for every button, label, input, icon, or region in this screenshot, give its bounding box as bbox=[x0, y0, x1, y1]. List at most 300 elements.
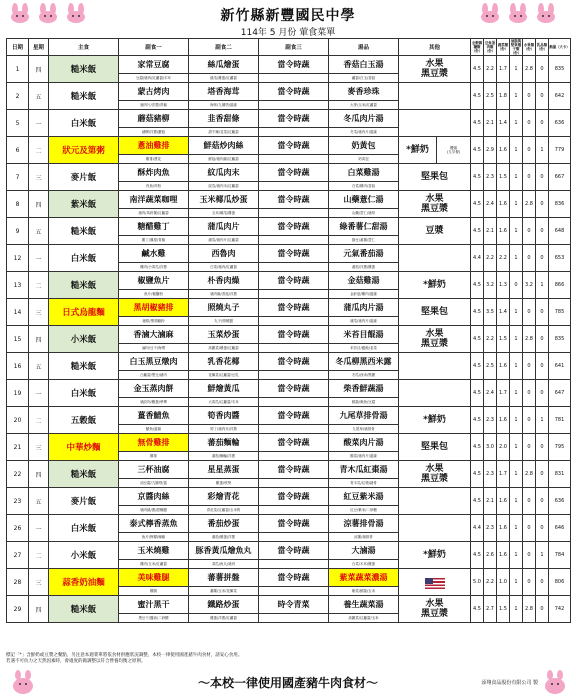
table-row bbox=[7, 164, 571, 182]
side1-cell: 糖醋雞丁 bbox=[119, 218, 189, 236]
side2-cell: 彩燴青花 bbox=[189, 488, 259, 506]
side3-cell: 當令時蔬 bbox=[259, 353, 329, 371]
nutrient-value: 1.5 bbox=[497, 596, 510, 623]
nutrient-value: 641 bbox=[549, 353, 571, 380]
soup-ingredients: 山藥/薏仁/豬骨 bbox=[329, 209, 399, 218]
nutrient-value: 4.5 bbox=[471, 407, 484, 434]
soup-cell: 養生蔬菜湯 bbox=[329, 596, 399, 614]
soup-cell: 冬瓜柳黑西米露 bbox=[329, 353, 399, 371]
weekday-cell: 二 bbox=[29, 542, 49, 569]
nutrient-value: 1.0 bbox=[497, 569, 510, 596]
side1-ingredients: 雞排 bbox=[119, 452, 189, 461]
soup-cell: 麥香珍珠 bbox=[329, 83, 399, 101]
table-header-row bbox=[7, 39, 571, 56]
table-row bbox=[7, 596, 571, 614]
nutrient-value: 667 bbox=[549, 164, 571, 191]
nutrient-value: 1 bbox=[510, 569, 523, 596]
nutrient-value: 835 bbox=[549, 326, 571, 353]
nutrient-value: 4.5 bbox=[471, 191, 484, 218]
soup-ingredients: 酸菜/豬肉片/薑絲 bbox=[329, 452, 399, 461]
side2-ingredients: 花椰菜/紅蘿蔔/豆乳 bbox=[189, 371, 259, 380]
weekday-cell: 四 bbox=[29, 326, 49, 353]
nutrient-value: 836 bbox=[549, 191, 571, 218]
nutrient-value: 2.3 bbox=[484, 461, 497, 488]
side3-ingredients bbox=[259, 290, 329, 299]
soup-ingredients: 白菜/雞肉/香菇 bbox=[329, 182, 399, 191]
nutrient-value: 1 bbox=[510, 353, 523, 380]
table-row bbox=[7, 542, 571, 560]
side2-cell: 鮮菇炒肉絲 bbox=[189, 137, 259, 155]
side2-ingredients: 丸子/照燒醬 bbox=[189, 317, 259, 326]
side2-cell: 番茄炒蛋 bbox=[189, 515, 259, 533]
nutrient-value: 795 bbox=[549, 434, 571, 461]
side2-cell: 韭香甜條 bbox=[189, 110, 259, 128]
side2-cell: 照燒丸子 bbox=[189, 299, 259, 317]
side3-ingredients bbox=[259, 263, 329, 272]
soup-cell: 九尾草排骨湯 bbox=[329, 407, 399, 425]
side1-ingredients: 油豆腐/九層塔/薑 bbox=[119, 479, 189, 488]
side3-cell: 當令時蔬 bbox=[259, 137, 329, 155]
soup-cell: 紫菜蔬菜濃湯 bbox=[329, 569, 399, 587]
nutrient-value: 2.4 bbox=[484, 191, 497, 218]
side1-ingredients: 雞腿 bbox=[119, 587, 189, 596]
pig-icon-right bbox=[542, 670, 568, 696]
side3-ingredients bbox=[259, 479, 329, 488]
nutrient-value: 0 bbox=[536, 596, 549, 623]
date-cell: 27 bbox=[7, 542, 29, 569]
date-cell: 22 bbox=[7, 461, 29, 488]
table-row bbox=[7, 569, 571, 587]
side3-ingredients bbox=[259, 128, 329, 137]
nutrient-value: 0 bbox=[523, 434, 536, 461]
menu-table bbox=[6, 38, 571, 623]
side2-ingredients: 雞蛋/秋葵 bbox=[189, 479, 259, 488]
nutrient-value: 2.8 bbox=[523, 326, 536, 353]
nutrient-value: 0 bbox=[523, 515, 536, 542]
side1-cell: 金玉蒸肉餅 bbox=[119, 380, 189, 398]
other-cell bbox=[399, 353, 471, 380]
nutrient-value: 4.5 bbox=[471, 461, 484, 488]
side3-cell: 當令時蔬 bbox=[259, 488, 329, 506]
side1-cell: 玉米燒雞 bbox=[119, 542, 189, 560]
footer-note-2: 若遇不可抗力之天然因素時，會適度的做調整以符合營養均衡之原則。 bbox=[6, 659, 146, 664]
nutrient-value: 0 bbox=[536, 461, 549, 488]
soup-cell: 綠番薯仁甜湯 bbox=[329, 218, 399, 236]
nutrient-value: 4.5 bbox=[471, 353, 484, 380]
nutrient-value: 4.4 bbox=[471, 245, 484, 272]
nutrient-value: 0 bbox=[536, 515, 549, 542]
side1-ingredients: 滷肉/豆干/海帶 bbox=[119, 344, 189, 353]
staple-cell: 白米飯 bbox=[49, 245, 119, 272]
soup-cell: 白菜雞湯 bbox=[329, 164, 399, 182]
side3-ingredients bbox=[259, 182, 329, 191]
nutrient-value: 1.8 bbox=[497, 83, 510, 110]
side3-ingredients bbox=[259, 506, 329, 515]
nutrient-value: 3.2 bbox=[523, 272, 536, 299]
weekday-cell: 四 bbox=[29, 596, 49, 623]
weekday-cell: 二 bbox=[29, 272, 49, 299]
side2-ingredients: 白菜/豬肉/紅蘿蔔 bbox=[189, 263, 259, 272]
side1-ingredients: 白蘿蔔/黑豆/豬肉 bbox=[119, 371, 189, 380]
weekday-cell: 三 bbox=[29, 164, 49, 191]
nutrient-value: 1 bbox=[510, 191, 523, 218]
header-oil: 油脂與堅果種子類（份） bbox=[510, 39, 522, 55]
soup-cell: 奶黃包 bbox=[329, 137, 399, 155]
nutrient-value: 2.4 bbox=[484, 380, 497, 407]
nutrient-value: 1 bbox=[510, 407, 523, 434]
nutrient-value: 2.2 bbox=[484, 569, 497, 596]
nutrient-value: 2.3 bbox=[484, 164, 497, 191]
side1-ingredients: 豬柳/洋蔥/蘑菇 bbox=[119, 128, 189, 137]
nutrient-value: 1.6 bbox=[497, 515, 510, 542]
nutrient-value: 2.2 bbox=[484, 245, 497, 272]
nutrient-value: 4.5 bbox=[471, 326, 484, 353]
side1-cell: 泰式檸香蒸魚 bbox=[119, 515, 189, 533]
side2-ingredients: 絲瓜/雞蛋/紅蘿蔔 bbox=[189, 74, 259, 83]
side2-cell: 紋瓜肉末 bbox=[189, 164, 259, 182]
nutrient-value: 831 bbox=[549, 461, 571, 488]
side2-ingredients: 海茸/九層塔/薑絲 bbox=[189, 101, 259, 110]
weekday-cell: 一 bbox=[29, 380, 49, 407]
table-row bbox=[7, 56, 571, 74]
side1-ingredients: 雞丁/鳳梨/青椒 bbox=[119, 236, 189, 245]
nutrient-value: 1.5 bbox=[497, 326, 510, 353]
nutrient-value: 1.5 bbox=[497, 164, 510, 191]
nutrient-value: 785 bbox=[549, 299, 571, 326]
nutrient-value: 2.1 bbox=[484, 218, 497, 245]
nutrient-value: 1.6 bbox=[497, 353, 510, 380]
date-cell: 14 bbox=[7, 299, 29, 326]
soup-cell: 元氣番茄湯 bbox=[329, 245, 399, 263]
header-side3: 副食三 bbox=[259, 39, 329, 56]
nutrient-value: 1 bbox=[510, 326, 523, 353]
side2-ingredients: 黃瓜/魚丸/豬肉 bbox=[189, 560, 259, 569]
side3-cell: 當令時蔬 bbox=[259, 542, 329, 560]
side2-ingredients: 豬肉燥/香菇/洋蔥 bbox=[189, 290, 259, 299]
staple-cell: 糙米飯 bbox=[49, 461, 119, 488]
weekday-cell: 四 bbox=[29, 56, 49, 83]
side2-ingredients: 甜不辣/韭菜/紅蘿蔔 bbox=[189, 128, 259, 137]
footer-note-1: 標記「*」含鮮奶或豆漿之餐點，另注意本週菜單將依食材供應狀況調整，本校一律使用國產豬牛肉食材，請安心食用。 bbox=[6, 653, 243, 658]
nutrient-value: 1.7 bbox=[497, 56, 510, 83]
header-grains: 全榖雜糧類（份） bbox=[471, 39, 484, 56]
side1-ingredients: 魚片/檸檬/辣椒 bbox=[119, 533, 189, 542]
nutrient-value: 0 bbox=[523, 353, 536, 380]
side3-cell: 當令時蔬 bbox=[259, 299, 329, 317]
soup-cell: 酸菜肉片湯 bbox=[329, 434, 399, 452]
side1-ingredients: 豬絞肉/雞蛋/荸薺 bbox=[119, 398, 189, 407]
side3-cell: 當令時蔬 bbox=[259, 515, 329, 533]
staple-cell: 蒜香奶油麵 bbox=[49, 569, 119, 596]
nutrient-value: 0 bbox=[523, 218, 536, 245]
nutrient-value: 0 bbox=[523, 164, 536, 191]
nutrient-value: 1.6 bbox=[497, 407, 510, 434]
table-row bbox=[7, 245, 571, 263]
side2-ingredients: 鮮菇/豬肉絲/紅蘿蔔 bbox=[189, 155, 259, 164]
date-cell: 9 bbox=[7, 218, 29, 245]
nutrient-value: 779 bbox=[549, 137, 571, 164]
side1-cell: 蜜汁黑干 bbox=[119, 596, 189, 614]
table-row bbox=[7, 407, 571, 425]
weekday-cell: 五 bbox=[29, 488, 49, 515]
staple-cell: 白米飯 bbox=[49, 515, 119, 542]
side1-ingredients: 肉魚/炸粉 bbox=[119, 182, 189, 191]
other-cell: 水果 黑豆漿 bbox=[399, 191, 471, 218]
nutrient-value: 0 bbox=[523, 542, 536, 569]
side1-cell: 美味雞腿 bbox=[119, 569, 189, 587]
nutrient-value: 0 bbox=[536, 110, 549, 137]
nutrient-value: 1 bbox=[536, 137, 549, 164]
side2-cell: 蕃茄麵輪 bbox=[189, 434, 259, 452]
table-row bbox=[7, 218, 571, 236]
side2-cell: 西魯肉 bbox=[189, 245, 259, 263]
nutrient-value: 0 bbox=[536, 434, 549, 461]
nutrient-value: 0 bbox=[523, 137, 536, 164]
nutrient-value: 2.3 bbox=[484, 515, 497, 542]
nutrient-value: 0 bbox=[536, 56, 549, 83]
menu-body bbox=[7, 56, 571, 623]
side2-ingredients: 玉米/椰瓜/雞蛋 bbox=[189, 209, 259, 218]
nutrient-value: 0 bbox=[536, 299, 549, 326]
side3-ingredients bbox=[259, 317, 329, 326]
other-cell: *鮮奶 bbox=[399, 407, 471, 434]
table-row bbox=[7, 380, 571, 398]
nutrient-value: 642 bbox=[549, 83, 571, 110]
side1-ingredients: 魚片/椒鹽粉 bbox=[119, 290, 189, 299]
weekday-cell: 三 bbox=[29, 299, 49, 326]
side3-ingredients bbox=[259, 155, 329, 164]
side1-cell: 白玉黑豆燉肉 bbox=[119, 353, 189, 371]
header-side2: 副食二 bbox=[189, 39, 259, 56]
other-cell: 豆漿 bbox=[399, 218, 471, 245]
nutrient-value: 806 bbox=[549, 569, 571, 596]
nutrient-value: 0 bbox=[523, 488, 536, 515]
nutrient-value: 0 bbox=[523, 83, 536, 110]
staple-cell: 小米飯 bbox=[49, 326, 119, 353]
nutrient-value: 2.5 bbox=[484, 83, 497, 110]
nutrient-value: 0 bbox=[523, 245, 536, 272]
side3-cell: 當令時蔬 bbox=[259, 218, 329, 236]
header-staple: 主食 bbox=[49, 39, 119, 56]
other-cell: 堅果包 bbox=[399, 299, 471, 326]
nutrient-value: 784 bbox=[549, 542, 571, 569]
nutrient-value: 1 bbox=[510, 245, 523, 272]
table-row bbox=[7, 353, 571, 371]
date-cell: 28 bbox=[7, 569, 29, 596]
soup-ingredients: 紫菜/鮮蔬/玉米 bbox=[329, 587, 399, 596]
header-dairy: 乳品類（份） bbox=[536, 39, 549, 56]
soup-ingredients: 九尾草/豬排骨 bbox=[329, 425, 399, 434]
nutrient-value: 1 bbox=[510, 380, 523, 407]
soup-cell: 香菇白玉湯 bbox=[329, 56, 399, 74]
soup-ingredients: 鮮蔬/柴魚/豆腐 bbox=[329, 398, 399, 407]
side2-cell: 朴香肉燥 bbox=[189, 272, 259, 290]
side3-ingredients bbox=[259, 74, 329, 83]
nutrient-value: 2.7 bbox=[484, 596, 497, 623]
nutrient-value: 1.6 bbox=[497, 137, 510, 164]
nutrient-value: 0 bbox=[536, 326, 549, 353]
other-extra-cell: 饅頭 (九早餐) bbox=[437, 137, 471, 164]
nutrient-value: 4.5 bbox=[471, 218, 484, 245]
soup-ingredients: 冬瓜/西米/黑糖 bbox=[329, 371, 399, 380]
nutrient-value: 0 bbox=[523, 569, 536, 596]
nutrient-value: 2.0 bbox=[497, 434, 510, 461]
header-vegetable: 蔬菜類（份） bbox=[497, 39, 510, 56]
nutrient-value: 2.1 bbox=[484, 110, 497, 137]
table-row bbox=[7, 515, 571, 533]
date-cell: 1 bbox=[7, 56, 29, 83]
weekday-cell: 五 bbox=[29, 83, 49, 110]
nutrient-value: 2.1 bbox=[484, 488, 497, 515]
nutrient-value: 1.3 bbox=[497, 272, 510, 299]
side3-cell: 當令時蔬 bbox=[259, 380, 329, 398]
soup-cell: 青木瓜紅棗湯 bbox=[329, 461, 399, 479]
nutrient-value: 4.5 bbox=[471, 164, 484, 191]
side2-ingredients: 紋瓜/豬肉末/紅蘿蔔 bbox=[189, 182, 259, 191]
soup-ingredients: 大麥/玉米/紅蘿蔔 bbox=[329, 101, 399, 110]
soup-cell: 冬瓜肉片湯 bbox=[329, 110, 399, 128]
nutrient-value: 781 bbox=[549, 407, 571, 434]
nutrient-value: 1.6 bbox=[497, 191, 510, 218]
side1-ingredients: 雞肉/小黃瓜/洋蔥 bbox=[119, 263, 189, 272]
soup-cell: 紅豆紫米湯 bbox=[329, 488, 399, 506]
nutrient-value: 0 bbox=[536, 191, 549, 218]
side3-cell: 時令青菜 bbox=[259, 596, 329, 614]
nutrient-value: 0 bbox=[536, 569, 549, 596]
table-row bbox=[7, 299, 571, 317]
staple-cell: 中華炒麵 bbox=[49, 434, 119, 461]
date-cell: 29 bbox=[7, 596, 29, 623]
other-cell: 堅果包 bbox=[399, 164, 471, 191]
other-cell: *鮮奶 bbox=[399, 542, 471, 569]
header-fruit: 水果類（份） bbox=[523, 39, 536, 56]
header-soup: 湯品 bbox=[329, 39, 399, 56]
side3-cell: 當令時蔬 bbox=[259, 272, 329, 290]
side2-cell: 乳香花椰 bbox=[189, 353, 259, 371]
other-cell: 水果 黑豆漿 bbox=[399, 56, 471, 83]
nutrient-value: 1 bbox=[510, 461, 523, 488]
other-cell bbox=[399, 380, 471, 407]
nutrient-value: 0 bbox=[536, 218, 549, 245]
nutrient-value: 1.6 bbox=[497, 218, 510, 245]
side3-cell: 當令時蔬 bbox=[259, 569, 329, 587]
staple-cell: 糙米飯 bbox=[49, 218, 119, 245]
side1-ingredients: 豆腐/豬肉/紅蘿蔔/木耳 bbox=[119, 74, 189, 83]
nutrient-value: 1 bbox=[510, 137, 523, 164]
soup-cell: 蒲瓜肉片湯 bbox=[329, 299, 399, 317]
staple-cell: 白米飯 bbox=[49, 380, 119, 407]
header-side1: 副食一 bbox=[119, 39, 189, 56]
staple-cell: 小米飯 bbox=[49, 542, 119, 569]
date-cell: 15 bbox=[7, 326, 29, 353]
side3-cell: 當令時蔬 bbox=[259, 245, 329, 263]
side2-cell: 鮮燴黃瓜 bbox=[189, 380, 259, 398]
date-cell: 23 bbox=[7, 488, 29, 515]
soup-ingredients: 涼薯/豬排骨 bbox=[329, 533, 399, 542]
table-row bbox=[7, 83, 571, 101]
side1-ingredients: 雞肉/玉米/紅蘿蔔 bbox=[119, 560, 189, 569]
staple-cell: 麥片飯 bbox=[49, 164, 119, 191]
side1-cell: 三杯油腐 bbox=[119, 461, 189, 479]
side2-cell: 豚香黃瓜燴魚丸 bbox=[189, 542, 259, 560]
side2-cell: 筍香肉醬 bbox=[189, 407, 259, 425]
nutrient-value: 2.2 bbox=[484, 56, 497, 83]
nutrient-value: 2.2 bbox=[497, 245, 510, 272]
date-cell: 20 bbox=[7, 407, 29, 434]
side3-ingredients bbox=[259, 533, 329, 542]
soup-cell: 金菇雞湯 bbox=[329, 272, 399, 290]
nutrient-value: 0 bbox=[523, 407, 536, 434]
side2-ingredients: 蕃薯/玉米/花椰菜 bbox=[189, 587, 259, 596]
other-cell: *鮮奶 bbox=[399, 272, 471, 299]
nutrient-value: 0 bbox=[536, 353, 549, 380]
nutrient-value: 835 bbox=[549, 56, 571, 83]
nutrient-value: 1.7 bbox=[497, 380, 510, 407]
soup-ingredients: 米苔目/餛飩/韭菜 bbox=[329, 344, 399, 353]
side2-ingredients: 青花菜/紅蘿蔔/玉米筍 bbox=[189, 506, 259, 515]
side1-cell: 蔥油雞排 bbox=[119, 137, 189, 155]
nutrient-value: 0 bbox=[523, 299, 536, 326]
weekday-cell: 一 bbox=[29, 245, 49, 272]
nutrient-value: 2.8 bbox=[523, 56, 536, 83]
nutrient-value: 4.5 bbox=[471, 83, 484, 110]
nutrient-value: 0 bbox=[523, 380, 536, 407]
nutrient-value: 0 bbox=[510, 272, 523, 299]
side1-cell: 家常豆腐 bbox=[119, 56, 189, 74]
nutrient-value: 1 bbox=[536, 272, 549, 299]
nutrient-value: 3.0 bbox=[484, 434, 497, 461]
nutrient-value: 4.5 bbox=[471, 488, 484, 515]
side1-ingredients: 豬排/黑胡椒粉 bbox=[119, 317, 189, 326]
side2-cell: 蒲瓜肉片 bbox=[189, 218, 259, 236]
nutrient-value: 0 bbox=[536, 83, 549, 110]
nutrient-value: 5.0 bbox=[471, 569, 484, 596]
nutrient-value: 646 bbox=[549, 515, 571, 542]
date-cell: 8 bbox=[7, 191, 29, 218]
side1-cell: 薑香鯖魚 bbox=[119, 407, 189, 425]
table-row bbox=[7, 110, 571, 128]
nutrient-value: 653 bbox=[549, 245, 571, 272]
side2-ingredients: 大黃瓜/紅蘿蔔/木耳 bbox=[189, 398, 259, 407]
side2-ingredients: 筍丁/豬肉末/洋蔥 bbox=[189, 425, 259, 434]
side3-ingredients bbox=[259, 398, 329, 407]
nutrient-value: 648 bbox=[549, 218, 571, 245]
other-cell bbox=[399, 83, 471, 110]
side3-cell: 當令時蔬 bbox=[259, 407, 329, 425]
side3-cell: 當令時蔬 bbox=[259, 326, 329, 344]
side3-ingredients bbox=[259, 452, 329, 461]
nutrient-value: 636 bbox=[549, 110, 571, 137]
side1-ingredients: 豬肉片/洋蔥/青椒 bbox=[119, 101, 189, 110]
nutrient-value: 1.4 bbox=[497, 110, 510, 137]
soup-cell: 山藥薏仁湯 bbox=[329, 191, 399, 209]
nutrient-value: 1.6 bbox=[497, 488, 510, 515]
nutrient-value: 0 bbox=[536, 488, 549, 515]
soup-ingredients: 蒲瓜/豬肉片/薑絲 bbox=[329, 317, 399, 326]
other-cell bbox=[399, 110, 471, 137]
side3-cell: 當令時蔬 bbox=[259, 191, 329, 209]
side3-cell: 當令時蔬 bbox=[259, 83, 329, 101]
nutrient-value: 1 bbox=[510, 56, 523, 83]
side2-cell: 鐵路炒蛋 bbox=[189, 596, 259, 614]
nutrient-value: 2.8 bbox=[523, 191, 536, 218]
nutrient-value: 1 bbox=[510, 83, 523, 110]
other-cell bbox=[399, 488, 471, 515]
nutrient-value: 1 bbox=[510, 515, 523, 542]
soup-ingredients: 白菜/木耳/雞蛋 bbox=[329, 560, 399, 569]
side2-cell: 玉米椰瓜炒蛋 bbox=[189, 191, 259, 209]
side1-cell: 京醬肉絲 bbox=[119, 488, 189, 506]
